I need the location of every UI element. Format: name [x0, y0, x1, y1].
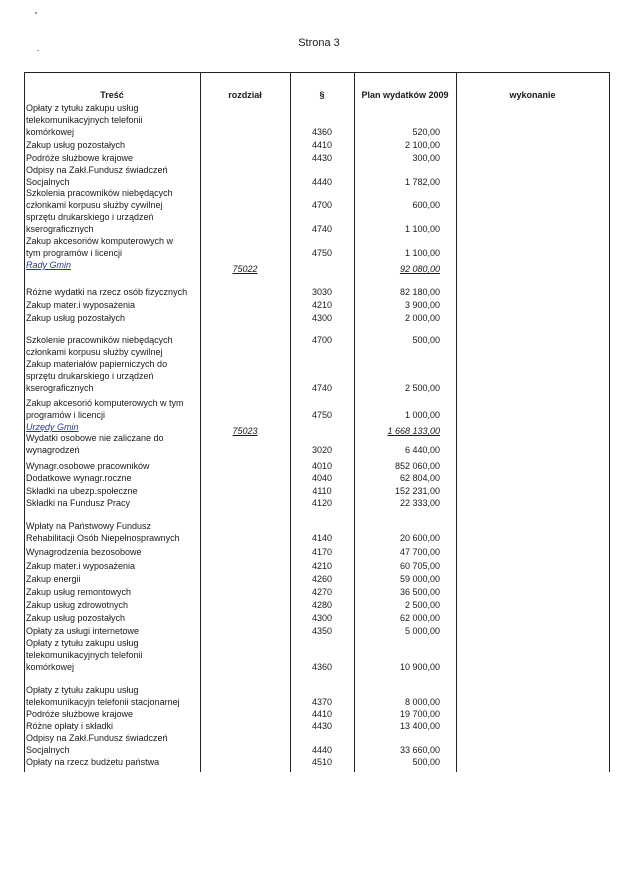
cell-text-line: Zakup usług zdrowotnych [26, 600, 129, 610]
cell-plan: 8 000,00 [404, 697, 440, 707]
header-plan: Plan wydatków 2009 [361, 90, 449, 100]
cell-paragraf: 4510 [311, 757, 333, 767]
cell-text-line: Urzędy Gmin [26, 422, 79, 432]
cell-text-line: Dodatkowe wynagr.roczne [26, 473, 132, 483]
cell-plan: 1 000,00 [404, 410, 440, 420]
table-row [24, 152, 610, 164]
section-total-row [24, 259, 610, 274]
cell-plan: 600,00 [412, 200, 440, 210]
cell-tresc [26, 299, 202, 311]
cell-rozdzial: 75023 [232, 426, 258, 436]
cell-tresc [26, 612, 202, 624]
table-row [24, 560, 610, 572]
header-tresc: Treść [100, 90, 124, 100]
table-row [24, 139, 610, 151]
cell-paragraf: 4120 [311, 498, 333, 508]
cell-plan: 5 000,00 [404, 626, 440, 636]
header-rozdzial: rozdział [228, 90, 262, 100]
table-row [24, 720, 610, 732]
cell-tresc [26, 684, 202, 708]
cell-plan: 19 700,00 [399, 709, 440, 719]
cell-text-line: wynagrodzeń [26, 445, 80, 455]
cell-paragraf: 4740 [311, 383, 333, 393]
cell-plan: 2 500,00 [404, 600, 440, 610]
cell-plan: 47 700,00 [399, 547, 440, 557]
cell-text-line: Zakup usług remontowych [26, 587, 132, 597]
table-row [24, 497, 610, 509]
cell-tresc [26, 625, 202, 637]
cell-tresc [26, 164, 202, 188]
cell-paragraf: 4700 [311, 335, 333, 345]
cell-plan: 500,00 [412, 335, 440, 345]
cell-tresc [26, 546, 202, 558]
table-row [24, 756, 610, 768]
cell-text-line: Rady Gmin [26, 260, 72, 270]
table-row [24, 164, 610, 188]
cell-paragraf: 4010 [311, 461, 333, 471]
cell-tresc [26, 637, 202, 673]
cell-plan: 300,00 [412, 153, 440, 163]
table-row [24, 612, 610, 624]
header-paragraf: § [319, 90, 325, 100]
cell-tresc [26, 472, 202, 484]
cell-tresc [26, 432, 202, 456]
cell-plan: 500,00 [412, 757, 440, 767]
table-row [24, 187, 610, 223]
cell-text-line: członkami korpusu służby cywilnej [26, 347, 163, 357]
cell-plan: 10 900,00 [399, 662, 440, 672]
cell-text-line: Szkolenie pracowników niebędących [26, 335, 173, 345]
cell-paragraf: 4110 [312, 486, 332, 496]
cell-tresc [26, 312, 202, 324]
cell-plan: 520,00 [412, 127, 440, 137]
page-label: Strona 3 [298, 37, 340, 49]
cell-paragraf: 4210 [311, 561, 333, 571]
cell-tresc [26, 485, 202, 497]
table-row [24, 637, 610, 673]
cell-text-line: telekomunikacyjnych telefonii [26, 115, 143, 125]
table-row [24, 102, 610, 138]
cell-tresc [26, 497, 202, 509]
cell-text-line: Zakup mater.i wyposażenia [26, 300, 136, 310]
cell-paragraf: 4280 [311, 600, 333, 610]
cell-plan: 2 100,00 [404, 140, 440, 150]
cell-text-line: Zakup usług pozostałych [26, 313, 126, 323]
cell-tresc [26, 358, 202, 394]
cell-plan: 20 600,00 [399, 533, 440, 543]
cell-tresc [26, 334, 202, 358]
cell-paragraf: 4300 [311, 313, 333, 323]
header-wykonanie: wykonanie [509, 90, 556, 100]
cell-tresc [26, 397, 202, 421]
cell-paragraf: 4740 [311, 224, 333, 234]
cell-paragraf: 4040 [311, 473, 333, 483]
cell-plan: 82 180,00 [399, 287, 440, 297]
cell-text-line: Opłaty za usługi internetowe [26, 626, 140, 636]
cell-plan: 33 660,00 [399, 745, 440, 755]
cell-text-line: Socjalnych [26, 177, 70, 187]
cell-paragraf: 4170 [311, 547, 333, 557]
cell-tresc [26, 573, 202, 585]
cell-plan: 62 000,00 [399, 613, 440, 623]
table-row [24, 223, 610, 235]
cell-tresc [26, 708, 202, 720]
scan-speck [35, 12, 37, 14]
cell-text-line: Wpłaty na Państwowy Fundusz [26, 521, 152, 531]
cell-text-line: Szkolenia pracowników niebędących [26, 188, 173, 198]
table-row [24, 397, 610, 421]
cell-text-line: programów i licencji [26, 410, 106, 420]
cell-text-line: tym programów i licencji [26, 248, 123, 258]
cell-paragraf: 4430 [311, 153, 333, 163]
table-row [24, 546, 610, 558]
cell-text-line: Różne wydatki na rzecz osób fizycznych [26, 287, 188, 297]
cell-paragraf: 4360 [311, 127, 333, 137]
cell-plan: 36 500,00 [399, 587, 440, 597]
table-row [24, 599, 610, 611]
cell-text-line: Rehabilitacji Osób Niepełnosprawnych [26, 533, 180, 543]
cell-text-line: Składki na Fundusz Pracy [26, 498, 131, 508]
cell-text-line: Opłaty na rzecz budżetu państwa [26, 757, 160, 767]
cell-text-line: Socjalnych [26, 745, 70, 755]
cell-plan: 13 400,00 [399, 721, 440, 731]
cell-tresc [26, 599, 202, 611]
table-row [24, 460, 610, 472]
cell-text-line: Zakup materiałów papierniczych do [26, 359, 168, 369]
cell-rozdzial: 75022 [232, 264, 258, 274]
table-row [24, 708, 610, 720]
table-row [24, 299, 610, 311]
cell-tresc [26, 152, 202, 164]
cell-paragraf: 4700 [311, 200, 333, 210]
table-row [24, 485, 610, 497]
table-row [24, 684, 610, 708]
cell-text-line: członkami korpusu służby cywilnej [26, 200, 163, 210]
cell-tresc [26, 187, 202, 223]
cell-text-line: Podróże służbowe krajowe [26, 709, 134, 719]
cell-text-line: Zakup usług pozostałych [26, 140, 126, 150]
cell-tresc [26, 756, 202, 768]
cell-paragraf: 4360 [311, 662, 333, 672]
table-row [24, 235, 610, 259]
cell-paragraf: 3030 [311, 287, 333, 297]
cell-tresc [26, 259, 202, 271]
cell-text-line: Opłaty z tytułu zakupu usług [26, 685, 139, 695]
cell-text-line: Zakup akcesoriów komputerowych w [26, 236, 174, 246]
cell-paragraf: 4140 [311, 533, 333, 543]
cell-text-line: Zakup usług pozostałych [26, 613, 126, 623]
cell-text-line: Zakup mater.i wyposażenia [26, 561, 136, 571]
cell-plan: 22 333,00 [399, 498, 440, 508]
cell-tresc [26, 560, 202, 572]
table-row [24, 286, 610, 298]
budget-table [24, 72, 610, 772]
table-row [24, 520, 610, 544]
cell-tresc [26, 732, 202, 756]
cell-text-line: sprzętu drukarskiego i urządzeń [26, 212, 154, 222]
cell-text-line: Wynagrodzenia bezosobowe [26, 547, 142, 557]
cell-plan: 1 100,00 [404, 248, 440, 258]
cell-plan: 62 804,00 [399, 473, 440, 483]
cell-paragraf: 4210 [311, 300, 333, 310]
cell-plan: 1 782,00 [404, 177, 440, 187]
cell-paragraf: 4440 [311, 177, 333, 187]
cell-tresc [26, 586, 202, 598]
cell-tresc [26, 520, 202, 544]
cell-plan: 1 668 133,00 [387, 426, 440, 436]
cell-text-line: Zakup energii [26, 574, 81, 584]
table-row [24, 625, 610, 637]
cell-text-line: kserograficznych [26, 383, 94, 393]
cell-text-line: telekomunikacyjnych telefonii [26, 650, 143, 660]
cell-paragraf: 4750 [311, 410, 333, 420]
cell-text-line: Wydatki osobowe nie zaliczane do [26, 433, 164, 443]
cell-plan: 852 060,00 [394, 461, 440, 471]
cell-tresc [26, 139, 202, 151]
cell-text-line: komórkowej [26, 127, 75, 137]
cell-paragraf: 4750 [311, 248, 333, 258]
cell-text-line: Składki na ubezp.społeczne [26, 486, 138, 496]
cell-plan: 152 231,00 [394, 486, 440, 496]
cell-plan: 1 100,00 [404, 224, 440, 234]
table-row [24, 334, 610, 358]
cell-text-line: Odpisy na Zakł.Fundusz świadczeń [26, 165, 168, 175]
table-row [24, 358, 610, 394]
cell-plan: 59 000,00 [399, 574, 440, 584]
cell-paragraf: 4440 [311, 745, 333, 755]
cell-plan: 2 000,00 [404, 313, 440, 323]
table-row [24, 312, 610, 324]
cell-tresc [26, 460, 202, 472]
cell-tresc [26, 223, 202, 235]
cell-paragraf: 4260 [311, 574, 333, 584]
cell-paragraf: 4410 [311, 709, 333, 719]
cell-text-line: komórkowej [26, 662, 75, 672]
cell-text-line: telekomunikacyjn telefonii stacjonarnej [26, 697, 180, 707]
table-row [24, 573, 610, 585]
cell-paragraf: 4300 [311, 613, 333, 623]
table-row [24, 732, 610, 756]
cell-paragraf: 4430 [311, 721, 333, 731]
cell-paragraf: 4410 [311, 140, 333, 150]
cell-text-line: Opłaty z tytułu zakupu usług [26, 103, 139, 113]
cell-text-line: Odpisy na Zakł.Fundusz świadczeń [26, 733, 168, 743]
cell-tresc [26, 102, 202, 138]
cell-text-line: Wynagr.osobowe pracowników [26, 461, 150, 471]
cell-tresc [26, 286, 202, 298]
cell-plan: 92 080,00 [399, 264, 440, 274]
cell-text-line: Podróże służbowe krajowe [26, 153, 134, 163]
cell-text-line: sprzętu drukarskiego i urządzeń [26, 371, 154, 381]
cell-plan: 2 500,00 [404, 383, 440, 393]
cell-text-line: Różne opłaty i składki [26, 721, 114, 731]
cell-tresc [26, 235, 202, 259]
cell-text-line: kserograficznych [26, 224, 94, 234]
cell-plan: 3 900,00 [404, 300, 440, 310]
cell-text-line: Opłaty z tytułu zakupu usług [26, 638, 139, 648]
cell-text-line: Zakup akcesorió komputerowych w tym [26, 398, 184, 408]
cell-plan: 60 705,00 [399, 561, 440, 571]
table-row [24, 586, 610, 598]
table-row [24, 432, 610, 456]
table-row [24, 472, 610, 484]
table-border-top [24, 72, 610, 73]
cell-paragraf: 3020 [311, 445, 333, 455]
cell-paragraf: 4370 [311, 697, 333, 707]
scan-speck [37, 50, 39, 51]
cell-paragraf: 4350 [311, 626, 333, 636]
cell-plan: 6 440,00 [404, 445, 440, 455]
cell-paragraf: 4270 [311, 587, 333, 597]
cell-tresc [26, 720, 202, 732]
